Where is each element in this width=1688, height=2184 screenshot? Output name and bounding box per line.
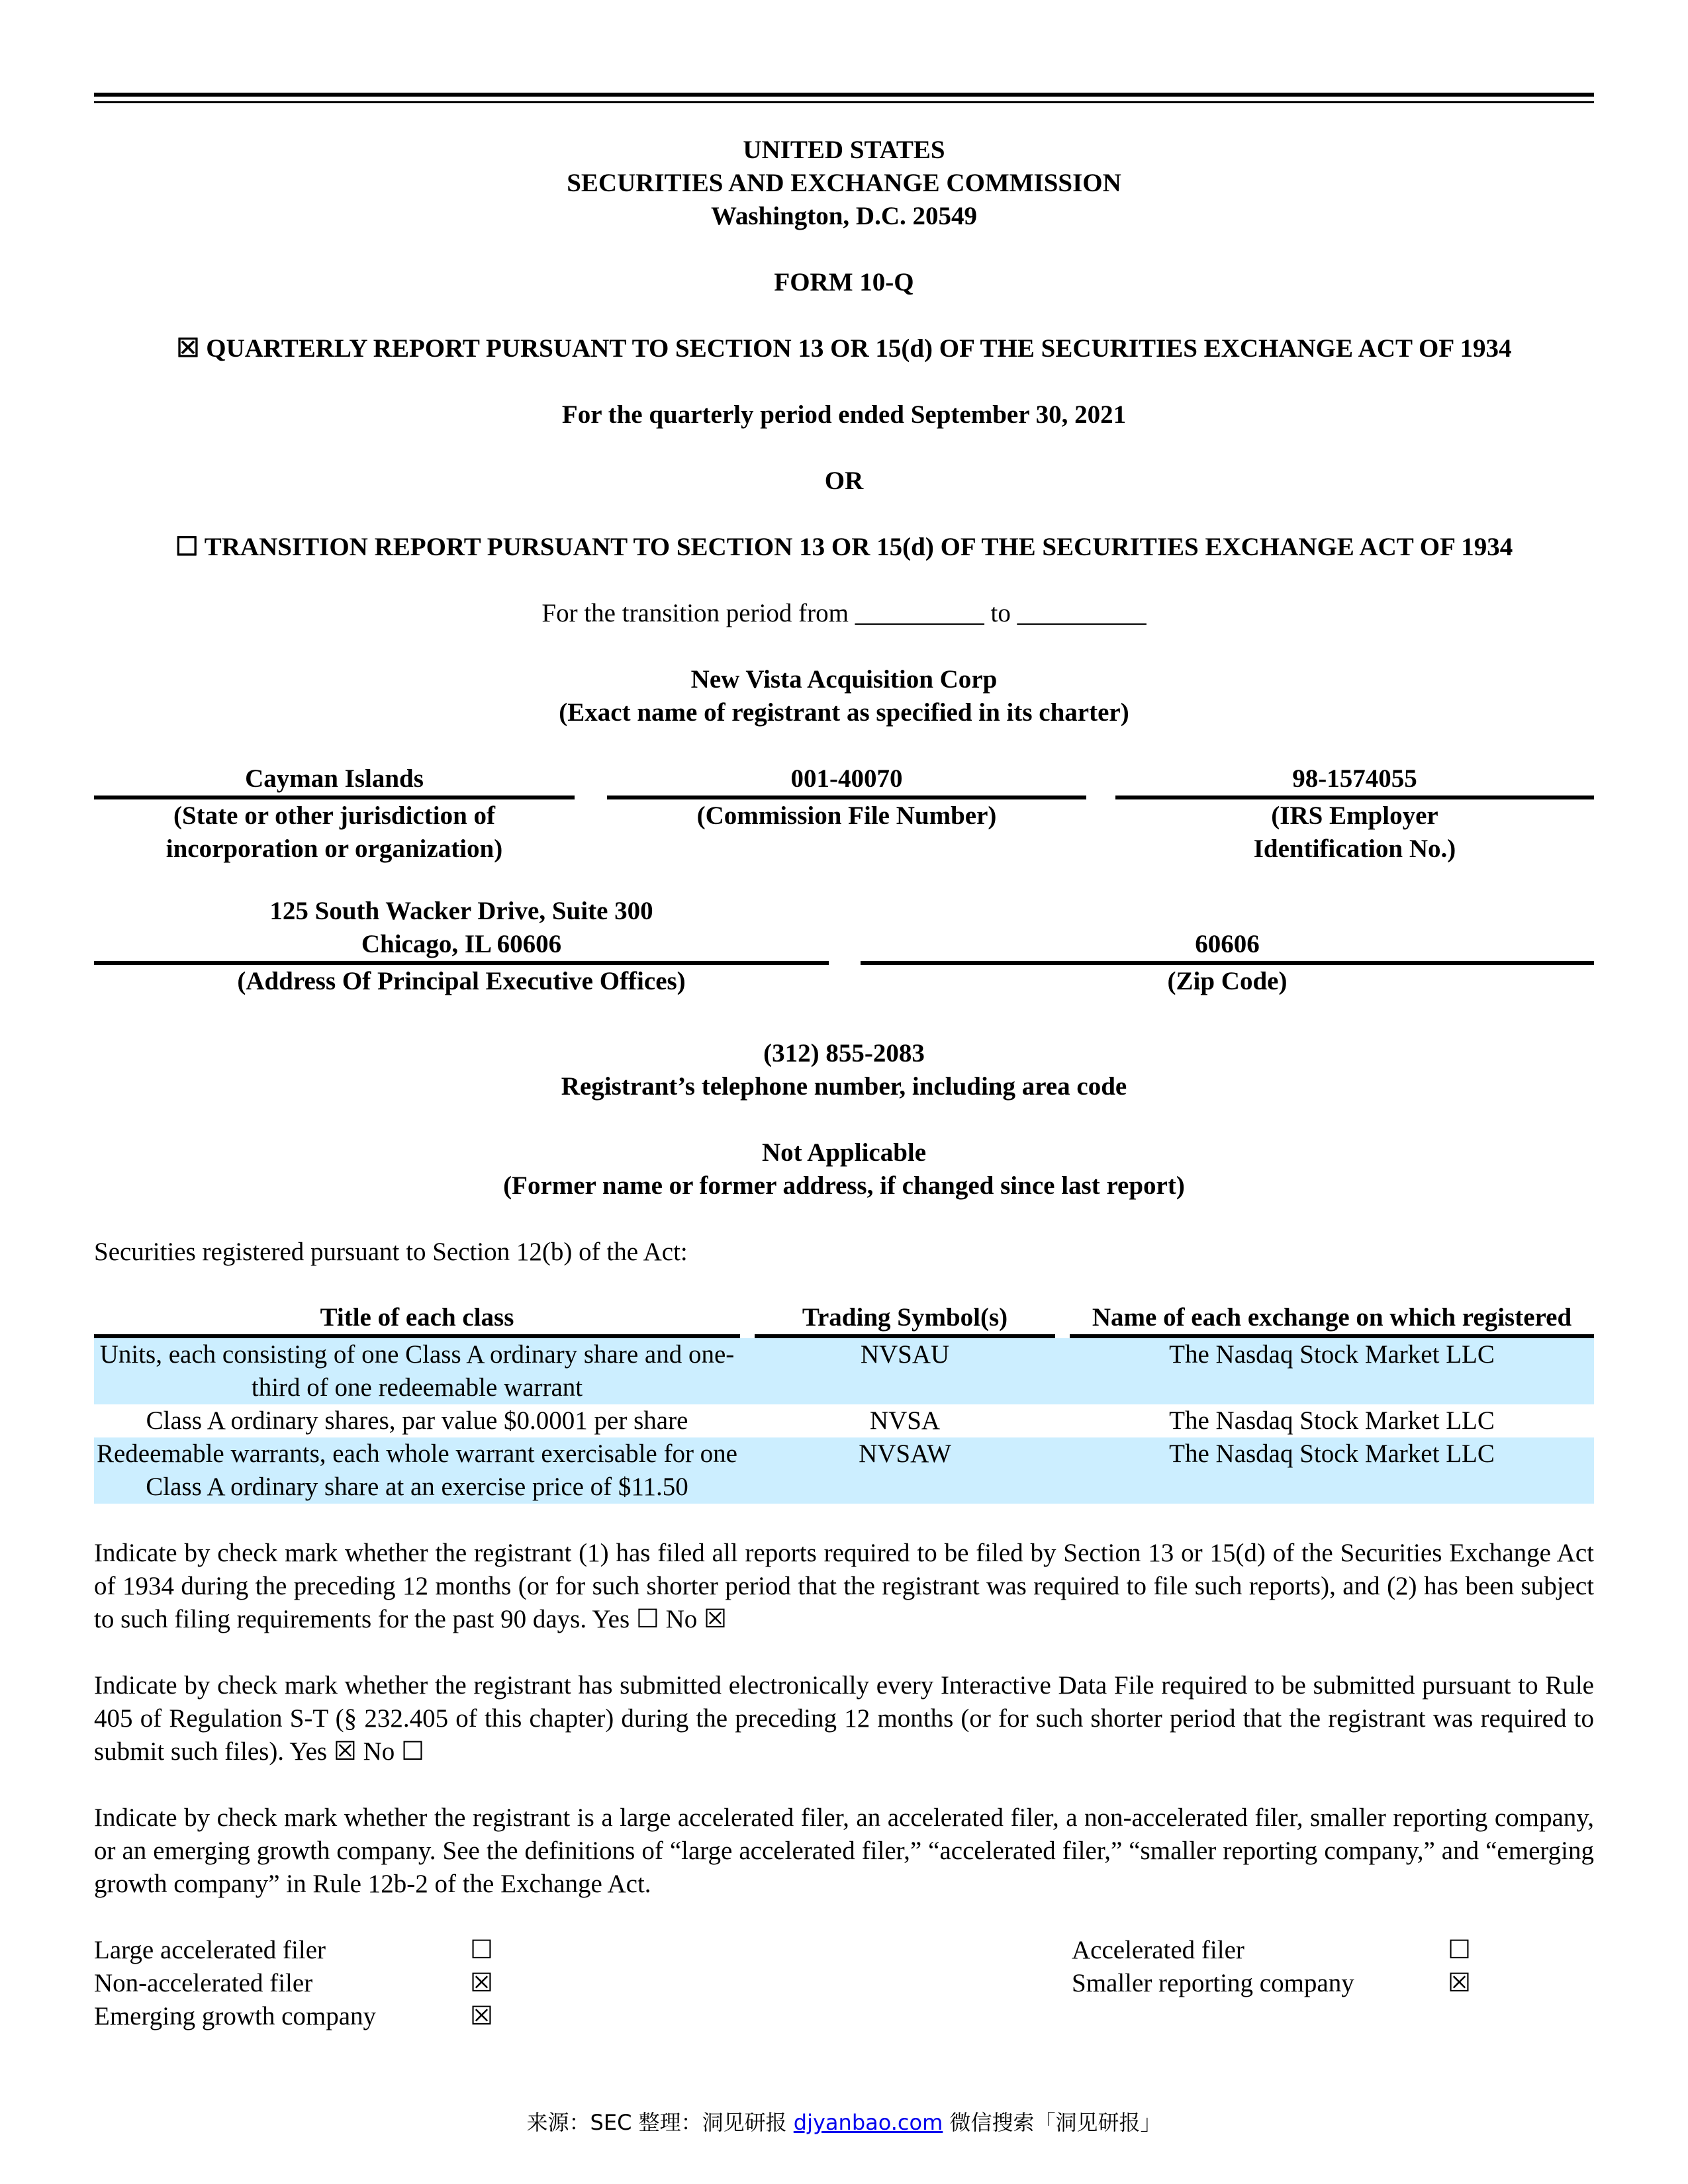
agency-header xyxy=(94,134,1594,233)
header-line-3: Washington, D.C. 20549 xyxy=(711,202,977,230)
top-rule xyxy=(94,93,1594,97)
filer-left-marks xyxy=(470,1934,510,2033)
emerging-growth-checkbox[interactable]: ☒ xyxy=(470,2002,493,2030)
accelerated-filer-label: Accelerated filer xyxy=(1072,1936,1244,1964)
former-name-caption: (Former name or former address, if changed since last report) xyxy=(503,1171,1185,1200)
table-header-row xyxy=(94,1301,1594,1338)
former-name-block xyxy=(94,1136,1594,1203)
large-accelerated-filer-checkbox[interactable]: ☐ xyxy=(470,1936,493,1964)
header-line-2: SECURITIES AND EXCHANGE COMMISSION xyxy=(567,169,1121,197)
row-symbol: NVSAW xyxy=(755,1437,1055,1504)
accelerated-filer-checkbox[interactable]: ☐ xyxy=(1448,1936,1471,1964)
footer-suffix: 微信搜索「洞见研报」 xyxy=(943,2110,1162,2135)
state-value: Cayman Islands xyxy=(94,762,575,799)
registrant-name-caption: (Exact name of registrant as specified in its charter) xyxy=(559,698,1129,727)
row-exchange: The Nasdaq Stock Market LLC xyxy=(1070,1338,1594,1404)
former-name: Not Applicable xyxy=(761,1138,927,1167)
irs-caption-1: (IRS Employer xyxy=(1271,801,1438,830)
filer-right-marks xyxy=(1448,1934,1487,2000)
state-field xyxy=(94,762,575,866)
smaller-reporting-label: Smaller reporting company xyxy=(1072,1969,1354,1997)
non-accelerated-filer-label: Non-accelerated filer xyxy=(94,1969,313,1997)
securities-table xyxy=(94,1301,1594,1504)
filer-left-labels xyxy=(94,1934,465,2033)
registrant-block xyxy=(94,663,1594,729)
header-line-1: UNITED STATES xyxy=(743,136,945,164)
phone-caption: Registrant’s telephone number, including area code xyxy=(561,1072,1127,1101)
or-separator: OR xyxy=(824,467,864,495)
address-field xyxy=(94,895,829,998)
row-exchange: The Nasdaq Stock Market LLC xyxy=(1169,1406,1495,1435)
large-accelerated-filer-label: Large accelerated filer xyxy=(94,1936,326,1964)
header-exchange: Name of each exchange on which registered xyxy=(1070,1301,1594,1338)
footer-prefix: 来源：SEC 整理：洞见研报 xyxy=(526,2110,794,2135)
zip-value: 60606 xyxy=(861,928,1594,965)
row-symbol: NVSAU xyxy=(755,1338,1055,1404)
row-title: Class A ordinary shares, par value $0.0001 per share xyxy=(146,1406,688,1435)
securities-intro: Securities registered pursuant to Section 12(b) of the Act: xyxy=(94,1238,688,1266)
file-number-value: 001-40070 xyxy=(607,762,1086,799)
source-footer xyxy=(0,2108,1688,2137)
address-line-2: Chicago, IL 60606 xyxy=(94,928,829,965)
phone-block xyxy=(94,1037,1594,1103)
top-rule-thin xyxy=(94,101,1594,103)
address-caption: (Address Of Principal Executive Offices) xyxy=(237,967,686,995)
transition-report-line: ☐ TRANSITION REPORT PURSUANT TO SECTION 13 OR 15(d) OF THE SECURITIES EXCHANGE ACT OF 1934 xyxy=(175,533,1513,561)
smaller-reporting-checkbox[interactable]: ☒ xyxy=(1448,1969,1471,1997)
table-row xyxy=(94,1338,1594,1404)
table-row xyxy=(94,1437,1594,1504)
transition-period: For the transition period from __________ to __________ xyxy=(541,599,1147,627)
reports-filed-paragraph: Indicate by check mark whether the registrant (1) has filed all reports required to be filed by Section 13 or 15(d) of the Securities Exchange Act of 1934 during the preceding 12 months (or for such shorter period that the registrant was required to file such reports), and (2) has been subject to such filing requirements for the past 90 days. Yes ☐ No ☒ xyxy=(94,1539,1594,1633)
emerging-growth-label: Emerging growth company xyxy=(94,2002,377,2030)
header-title-class: Title of each class xyxy=(94,1301,740,1338)
registrant-name: New Vista Acquisition Corp xyxy=(690,665,998,694)
row-exchange: The Nasdaq Stock Market LLC xyxy=(1070,1437,1594,1504)
form-title: FORM 10-Q xyxy=(774,268,914,296)
address-line-1: 125 South Wacker Drive, Suite 300 xyxy=(269,897,653,925)
row-symbol: NVSA xyxy=(869,1406,941,1435)
file-number-field xyxy=(607,762,1086,833)
state-caption-2: incorporation or organization) xyxy=(165,835,503,863)
zip-caption: (Zip Code) xyxy=(1167,967,1288,995)
irs-caption-2: Identification No.) xyxy=(1253,835,1456,863)
filer-status-paragraph: Indicate by check mark whether the registrant is a large accelerated filer, an accelerated filer, a non-accelerated filer, smaller reporting company, or an emerging growth company. See the definitions of “large accelerated filer,” “accelerated filer,” “smaller reporting company,” and “emerging growth company” in Rule 12b-2 of the Exchange Act. xyxy=(94,1803,1594,1898)
filer-right-labels xyxy=(1072,1934,1442,2000)
state-caption-1: (State or other jurisdiction of xyxy=(173,801,495,830)
row-title: Redeemable warrants, each whole warrant exercisable for one Class A ordinary share at an exercise price of $11.50 xyxy=(94,1437,740,1504)
file-number-caption: (Commission File Number) xyxy=(696,801,997,830)
footer-link[interactable]: djyanbao.com xyxy=(793,2110,943,2135)
quarterly-report-line: ☒ QUARTERLY REPORT PURSUANT TO SECTION 13 OR 15(d) OF THE SECURITIES EXCHANGE ACT OF 1934 xyxy=(176,334,1512,363)
header-trading-symbol: Trading Symbol(s) xyxy=(755,1301,1055,1338)
table-row xyxy=(94,1404,1594,1437)
irs-value: 98-1574055 xyxy=(1115,762,1594,799)
row-title: Units, each consisting of one Class A ordinary share and one-third of one redeemable warrant xyxy=(94,1338,740,1404)
non-accelerated-filer-checkbox[interactable]: ☒ xyxy=(470,1969,493,1997)
interactive-data-paragraph: Indicate by check mark whether the registrant has submitted electronically every Interactive Data File required to be submitted pursuant to Rule 405 of Regulation S-T (§ 232.405 of this chapter) during the preceding 12 months (or for such shorter period that the registrant was required to submit such files). Yes ☒ No ☐ xyxy=(94,1671,1594,1766)
quarterly-period: For the quarterly period ended September 30, 2021 xyxy=(561,400,1127,429)
irs-field xyxy=(1115,762,1594,866)
phone-number: (312) 855-2083 xyxy=(763,1039,925,1068)
zip-field xyxy=(861,928,1594,998)
